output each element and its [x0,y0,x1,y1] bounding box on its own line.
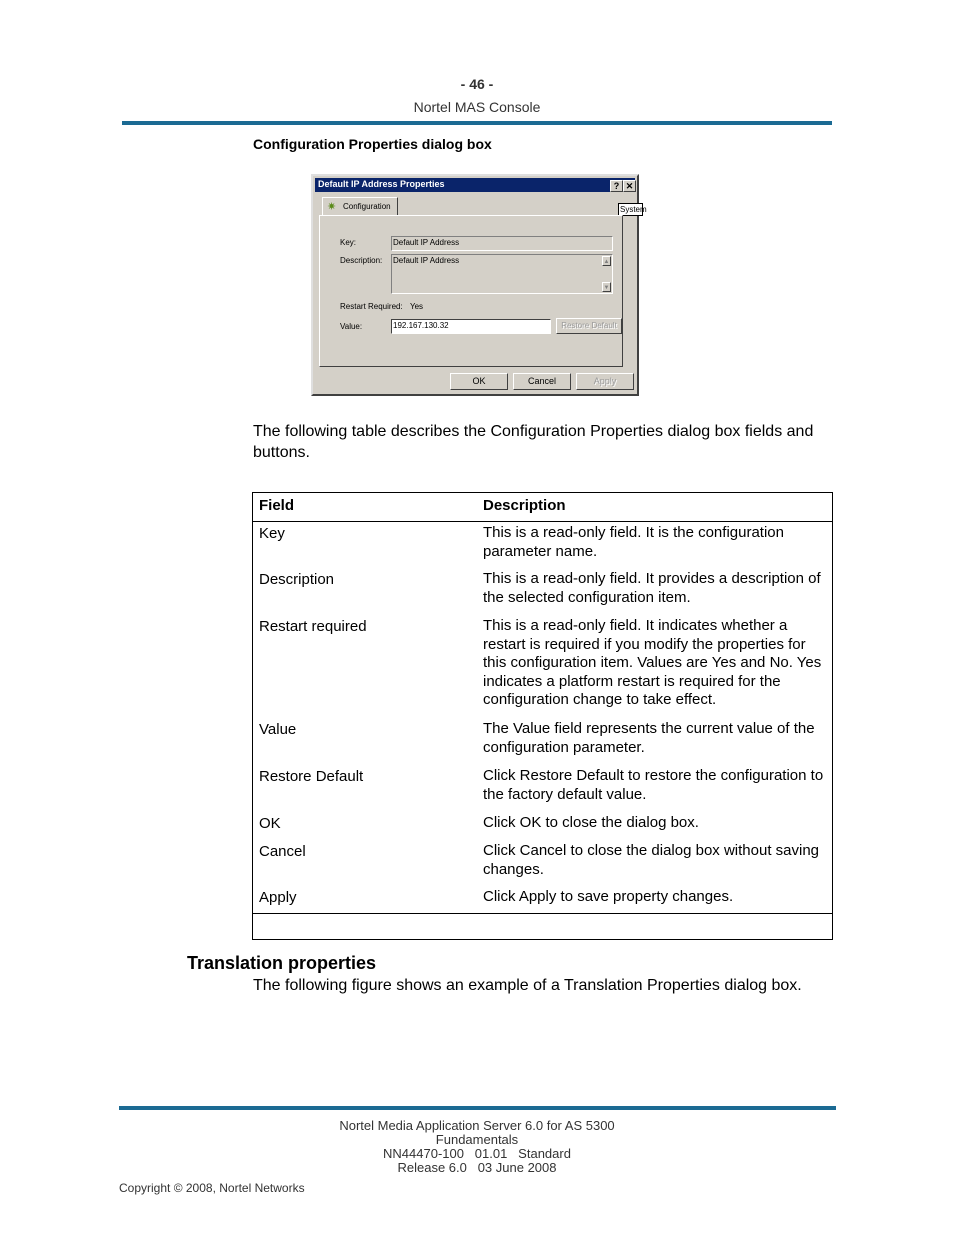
intro-paragraph: The following table describes the Configuration Properties dialog box fields and buttons. [253,423,814,461]
document-title: Nortel MAS Console [413,99,541,115]
apply-button[interactable]: Apply [576,373,634,390]
cancel-button[interactable]: Cancel [513,373,571,390]
footer-doc-type: Fundamentals [435,1132,519,1147]
table-header-rule [253,521,832,522]
footer-release: Release 6.0 03 June 2008 [397,1160,557,1175]
section-heading: Translation properties [187,953,377,973]
table-row-description: This is a read-only field. It indicates whether a restart is required if you modify the properties for this configuration item. Values are Yes and No. Yes indicates a platform restart is required for the configuration change to take effect. [483,617,822,708]
page-number: - 46 - [460,76,494,92]
close-button[interactable]: ✕ [623,180,636,192]
scroll-up-button[interactable]: ▲ [602,256,611,266]
footer-rule [119,1106,836,1110]
scroll-down-button[interactable]: ▼ [602,282,611,292]
table-row-description: Click Cancel to close the dialog box without saving changes. [483,842,820,878]
description-field [391,254,613,294]
header-rule [122,121,832,125]
restart-required-label: Restart Required: [340,302,403,311]
table-row-description: The Value field represents the current value of the configuration parameter. [483,720,815,756]
tab-configuration-label: Configuration [343,202,391,211]
footer-product: Nortel Media Application Server 6.0 for AS 5300 [339,1118,615,1133]
value-label: Value: [340,322,363,331]
copyright: Copyright © 2008, Nortel Networks [119,1181,305,1195]
table-row-description: This is a read-only field. It provides a description of the selected configuration item. [483,570,821,606]
table-row-field: Cancel [259,843,306,860]
table-row-description: Click Restore Default to restore the configuration to the factory default value. [483,767,824,803]
table-row-field: OK [259,815,281,832]
figure-caption: Configuration Properties dialog box [253,136,492,152]
table-row-field: Apply [259,889,297,906]
gear-icon: ✷ [327,201,337,213]
restore-default-button[interactable]: Restore Default [556,318,622,334]
properties-dialog [311,174,647,396]
dialog-titlebar [315,178,635,192]
dialog-title: Default IP Address Properties [318,179,445,189]
description-label: Description: [340,256,383,265]
table-row-field: Description [259,571,335,588]
table-row-field: Restart required [259,618,367,635]
table-row-description: Click OK to close the dialog box. [483,814,699,831]
footer-doc-number: NN44470-100 01.01 Standard [383,1146,571,1161]
section-paragraph: The following figure shows an example of a Translation Properties dialog box. [253,977,802,994]
value-input[interactable]: 192.167.130.32 [391,319,551,334]
key-field: Default IP Address [391,236,613,251]
configuration-panel [319,215,623,367]
ok-button[interactable]: OK [450,373,508,390]
fields-table [252,492,833,940]
table-row-description: Click Apply to save property changes. [483,888,734,905]
restart-required-value: Yes [410,302,424,311]
table-row-description: This is a read-only field. It is the configuration parameter name. [483,524,784,560]
table-row-field: Value [259,721,297,738]
table-footer-rule [253,913,832,914]
key-label: Key: [340,238,357,247]
table-header-field: Field [259,497,295,514]
tab-system[interactable]: System [620,205,647,214]
description-field-text: Default IP Address [393,256,460,265]
help-button[interactable]: ? [610,180,623,192]
tab-configuration[interactable] [322,197,398,215]
table-row-field: Key [259,525,285,542]
table-header-description: Description [483,497,566,514]
table-row-field: Restore Default [259,768,364,785]
